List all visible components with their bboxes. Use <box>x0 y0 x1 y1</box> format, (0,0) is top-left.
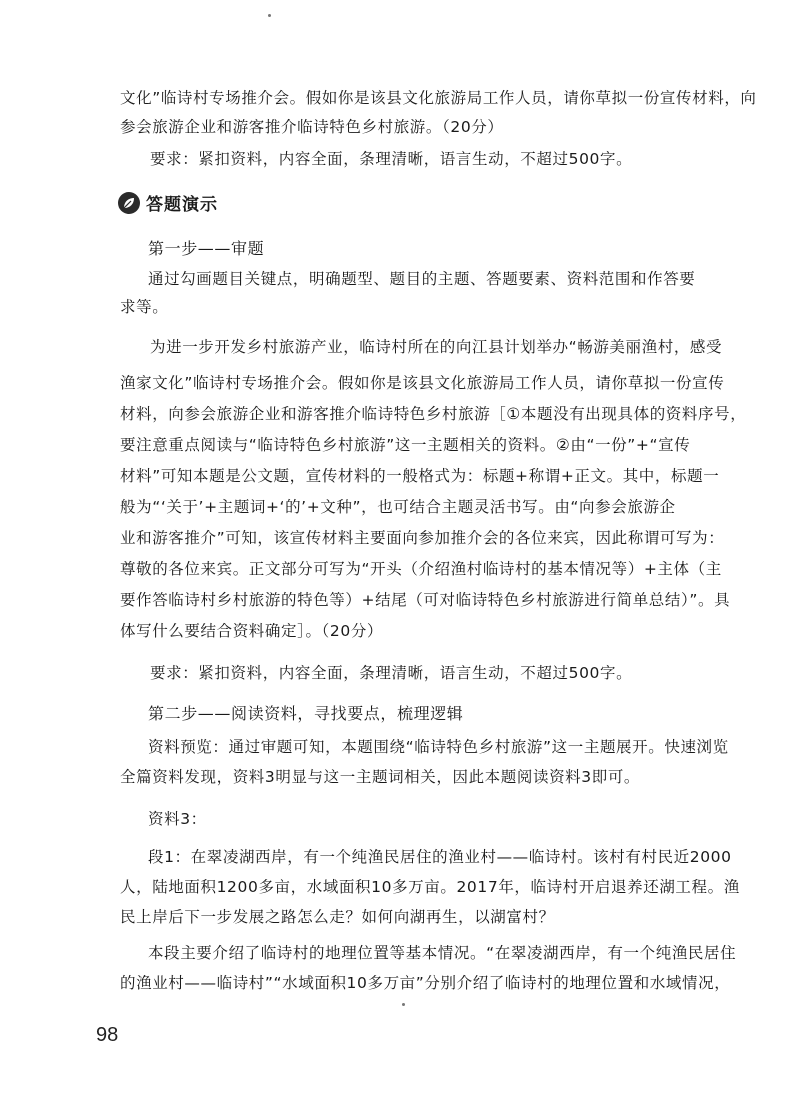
material-label: 资料3： <box>148 810 207 828</box>
analysis-line: 本段主要介绍了临诗村的地理位置等基本情况。“在翠凌湖西岸，有一个纯渔民居住 <box>148 944 737 962</box>
scan-speck <box>402 1003 405 1006</box>
question-line: 业和游客推介”可知，该宣传材料主要面向参加推介会的各位来宾，因此称谓可写为： <box>120 529 725 547</box>
question-line: 渔家文化”临诗村专场推介会。假如你是该县文化旅游局工作人员，请你草拟一份宣传 <box>120 374 725 392</box>
section-title <box>118 190 218 215</box>
question-line: 体写什么要结合资料确定］。（20分） <box>120 622 384 640</box>
leaf-icon <box>118 192 140 214</box>
question-line: 般为“‘关于’+主题词+‘的’+文种”，也可结合主题灵活书写。由“向参会旅游企 <box>120 498 676 516</box>
preview-line-2: 全篇资料发现，资料3明显与这一主题词相关，因此本题阅读资料3即可。 <box>120 768 641 786</box>
requirement-text: 要求：紧扣资料，内容全面，条理清晰，语言生动，不超过500字。 <box>150 150 633 168</box>
question-line: 为进一步开发乡村旅游产业，临诗村所在的向江县计划举办“畅游美丽渔村，感受 <box>150 338 723 356</box>
step1-intro-line-1: 通过勾画题目关键点，明确题型、题目的主题、答题要素、资料范围和作答要 <box>148 270 696 288</box>
page-number: 98 <box>96 1024 119 1046</box>
question-line: 材料，向参会旅游企业和游客推介临诗特色乡村旅游［①本题没有出现具体的资料序号， <box>120 405 747 423</box>
step1-requirement: 要求：紧扣资料，内容全面，条理清晰，语言生动，不超过500字。 <box>150 664 633 682</box>
question-line: 尊敬的各位来宾。正文部分可写为“开头（介绍渔村临诗村的基本情况等）+主体（主 <box>120 560 722 578</box>
scan-speck <box>268 14 271 17</box>
question-line: 要注意重点阅读与“临诗特色乡村旅游”这一主题相关的资料。②由“一份”+“宣传 <box>120 436 691 454</box>
section-title-text: 答题演示 <box>146 195 218 215</box>
question-line: 材料”可知本题是公文题，宣传材料的一般格式为：标题+称谓+正文。其中，标题一 <box>120 467 720 485</box>
step1-intro-line-2: 求等。 <box>120 298 169 316</box>
step1-title: 第一步——审题 <box>148 239 265 258</box>
question-line: 要作答临诗村乡村旅游的特色等）+结尾（可对临诗特色乡村旅游进行简单总结）”。具 <box>120 591 731 609</box>
analysis-line: 的渔业村——临诗村”“水域面积10多万亩”分别介绍了临诗村的地理位置和水域情况， <box>120 974 731 992</box>
material-paragraph-line: 段1：在翠凌湖西岸，有一个纯渔民居住的渔业村——临诗村。该村有村民近2000 <box>148 848 732 866</box>
top-paragraph-line-1: 文化”临诗村专场推介会。假如你是该县文化旅游局工作人员，请你草拟一份宣传材料，向 <box>120 89 757 107</box>
top-paragraph-line-2: 参会旅游企业和游客推介临诗特色乡村旅游。（20分） <box>120 118 504 136</box>
step2-title: 第二步——阅读资料，寻找要点，梳理逻辑 <box>148 704 464 723</box>
material-paragraph-line: 民上岸后下一步发展之路怎么走？如何向湖再生，以湖富村？ <box>120 908 555 926</box>
material-paragraph-line: 人，陆地面积1200多亩，水域面积10多万亩。2017年，临诗村开启退养还湖工程。渔 <box>120 878 740 896</box>
preview-line-1: 资料预览：通过审题可知，本题围绕“临诗特色乡村旅游”这一主题展开。快速浏览 <box>148 738 729 756</box>
